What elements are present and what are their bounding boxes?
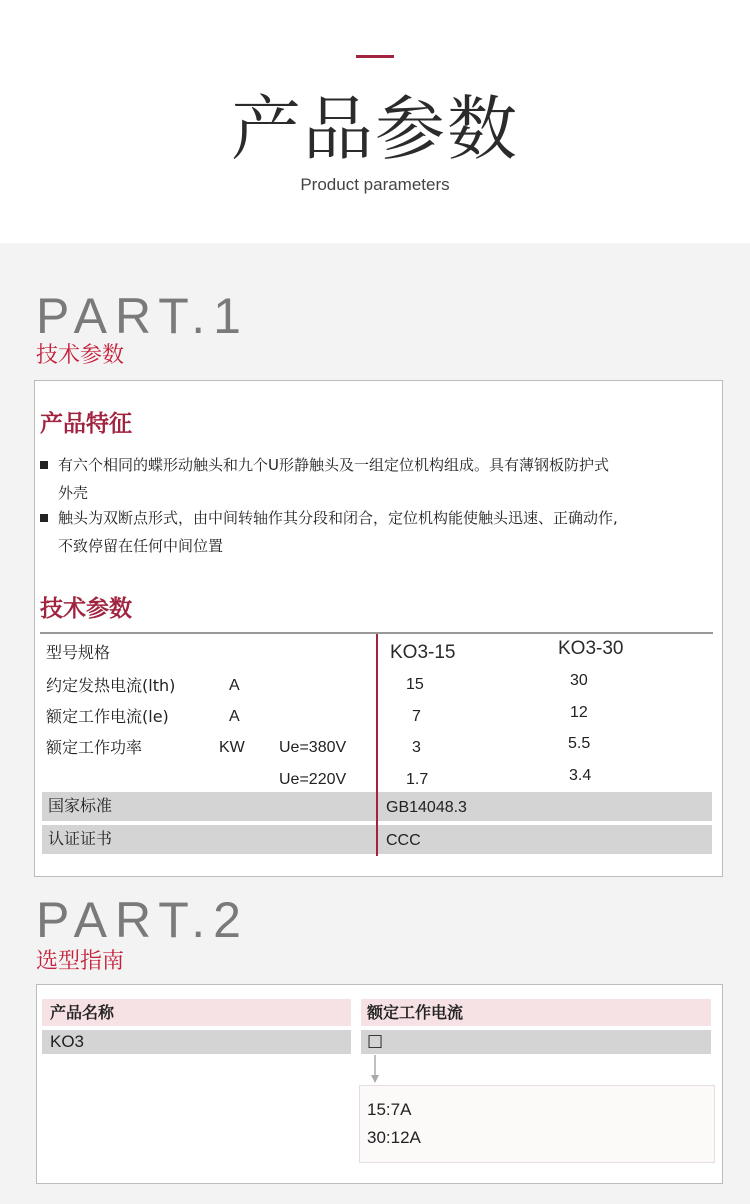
feature-line: 不致停留在任何中间位置 (58, 537, 224, 555)
table-row-value: 7 (412, 708, 421, 725)
page-subtitle: Product parameters (300, 175, 450, 194)
tech-heading: 技术参数 (40, 596, 132, 622)
model-ko3-15: KO3-15 (390, 642, 456, 663)
accent-bar (356, 55, 394, 58)
table-row-unit: A (229, 708, 240, 725)
feature-line: 有六个相同的蝶形动触头和九个U形静触头及一组定位机构组成。具有薄钢板防护式 (58, 456, 609, 474)
table-row-value: 3 (412, 739, 421, 756)
part2-label: PART.2 (36, 892, 249, 948)
rated-current-header: 额定工作电流 (367, 1003, 464, 1022)
table-row-condition: Ue=220V (279, 771, 347, 788)
part1-label: PART.1 (36, 288, 249, 344)
current-placeholder-box: □ (367, 1031, 384, 1051)
feature-line: 外壳 (58, 484, 89, 502)
page-title: 产品参数 (231, 88, 519, 170)
table-row-value: 12 (570, 704, 588, 721)
product-name-header: 产品名称 (50, 1003, 115, 1022)
current-value-cell (361, 1030, 711, 1054)
option-item: 30:12A (367, 1128, 421, 1147)
name-value-cell (42, 1030, 351, 1054)
table-row-unit: KW (219, 739, 245, 756)
model-label: 型号规格 (46, 643, 111, 662)
table-divider (376, 634, 378, 856)
part1-subtitle: 技术参数 (36, 343, 125, 368)
options-box (359, 1085, 715, 1163)
table-row-value: 1.7 (406, 771, 429, 788)
table-row-condition: Ue=380V (279, 739, 347, 756)
arrow-down-icon (368, 1055, 382, 1085)
table-row-value: 15 (406, 676, 424, 693)
features-heading: 产品特征 (40, 411, 132, 437)
table-row-label: 约定发热电流(lth) (46, 676, 176, 695)
part2-subtitle: 选型指南 (36, 949, 125, 974)
table-row-label: 额定工作电流(le) (46, 707, 169, 726)
bullet-icon (40, 514, 48, 522)
bullet-icon (40, 461, 48, 469)
option-item: 15:7A (367, 1100, 412, 1119)
table-row-value: 5.5 (568, 735, 591, 752)
feature-line: 触头为双断点形式，由中间转轴作其分段和闭合，定位机构能使触头迅速、正确动作, (58, 509, 618, 527)
certificate-value: CCC (386, 832, 421, 849)
product-name-value: KO3 (50, 1032, 85, 1051)
table-row-unit: A (229, 677, 240, 694)
table-row-value: 3.4 (569, 767, 592, 784)
certificate-label: 认证证书 (48, 829, 113, 848)
table-row-label: 额定工作功率 (46, 738, 143, 757)
standard-label: 国家标准 (48, 796, 113, 815)
standard-value: GB14048.3 (386, 799, 467, 816)
model-ko3-30: KO3-30 (558, 638, 624, 659)
certificate-row-right (378, 825, 712, 854)
table-row-value: 30 (570, 672, 588, 689)
